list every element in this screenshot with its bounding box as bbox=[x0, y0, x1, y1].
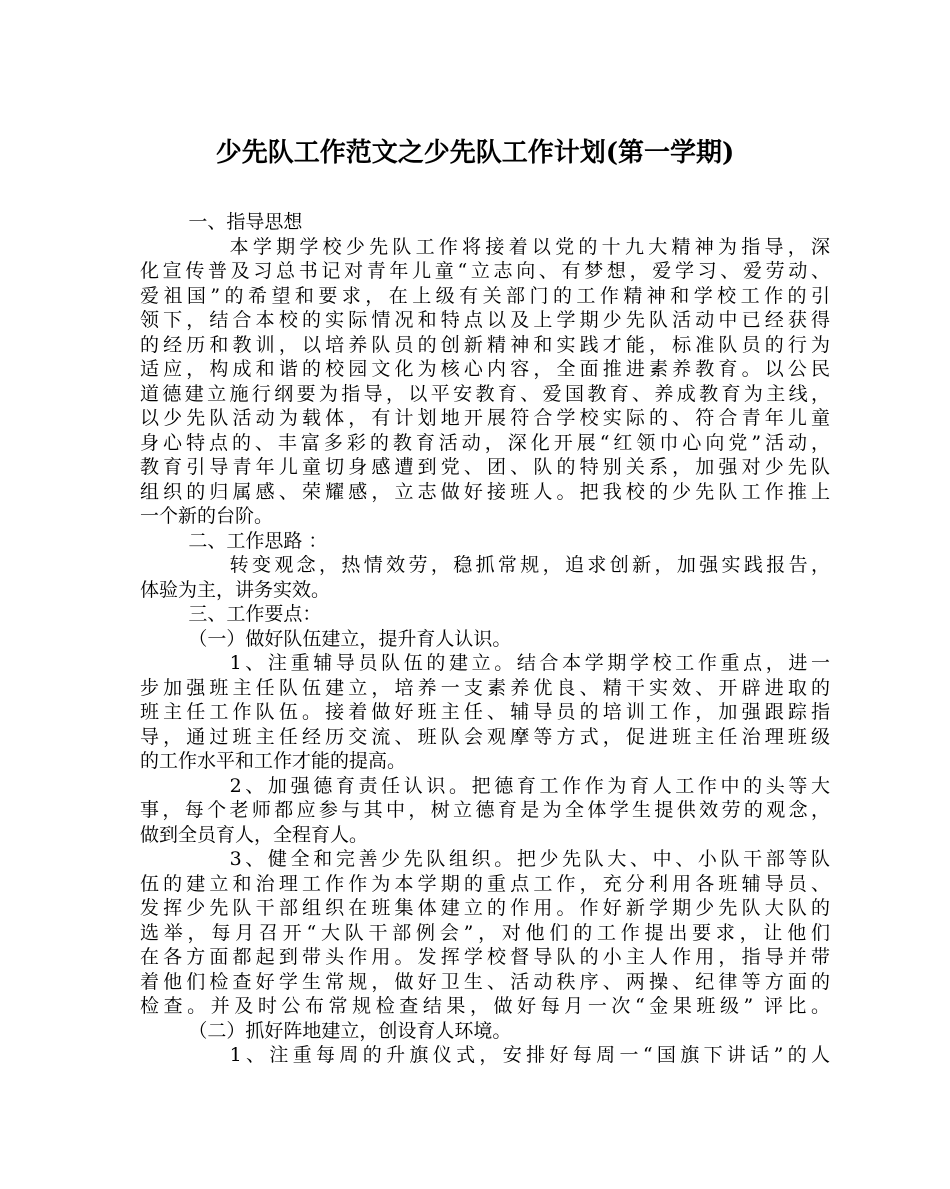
document-title: 少先队工作范文之少先队工作计划(第一学期) bbox=[215, 138, 735, 168]
body-line: 一个新的台阶。 bbox=[140, 505, 274, 527]
body-line: 体验为主，讲务实效。 bbox=[140, 578, 331, 601]
body-line: 爱祖国”的希望和要求，在上级有关部门的工作精神和学校工作的引 bbox=[140, 284, 830, 307]
body-line: 以少先队活动为载体，有计划地开展符合学校实际的、符合青年儿童 bbox=[140, 407, 830, 429]
body-line: 二、工作思路 ： bbox=[140, 529, 328, 552]
body-line: 一、指导思想 bbox=[140, 211, 303, 233]
body-line: 检查。并及时公布常规检查结果，做好每月一次“金果班级” 评比。 bbox=[140, 995, 830, 1017]
body-line: 选举，每月召开“大队干部例会”，对他们的工作提出要求，让他们 bbox=[140, 921, 830, 944]
body-line: 事，每个老师都应参与其中，树立德育是为全体学生提供效劳的观念， bbox=[140, 799, 830, 821]
body-line: 三、工作要点： bbox=[140, 603, 322, 625]
body-line: 身心特点的、丰富多彩的教育活动，深化开展“红领巾心向党”活动， bbox=[140, 431, 830, 454]
body-line: 领下，结合本校的实际情况和特点以及上学期少先队活动中已经获得 bbox=[140, 309, 830, 331]
body-line: 本学期学校少先队工作将接着以党的十九大精神为指导，深 bbox=[229, 235, 830, 258]
body-line: 着他们检查好学生常规，做好卫生、活动秩序、两操、纪律等方面的 bbox=[140, 970, 830, 993]
body-line: 转变观念，热情效劳，稳抓常规，追求创新，加强实践报告， bbox=[229, 554, 830, 576]
body-line: 发挥少先队干部组织在班集体建立的作用。作好新学期少先队大队的 bbox=[140, 897, 830, 919]
body-line: 道德建立施行纲要为指导，以平安教育、爱国教育、养成教育为主线， bbox=[140, 382, 830, 405]
body-line: （一）做好队伍建立，提升育人认识。 bbox=[140, 627, 512, 650]
body-line: 的工作水平和工作才能的提高。 bbox=[140, 750, 407, 772]
body-line: 3、健全和完善少先队组织。把少先队大、中、小队干部等队 bbox=[229, 848, 830, 870]
body-line: 伍的建立和治理工作作为本学期的重点工作，充分利用各班辅导员、 bbox=[140, 872, 830, 895]
body-line: 教育引导青年儿童切身感遭到党、团、队的特别关系，加强对少先队 bbox=[140, 456, 830, 478]
body-line: 1、注重每周的升旗仪式，安排好每周一“国旗下讲话”的人 bbox=[229, 1044, 830, 1066]
body-line: 步加强班主任队伍建立，培养一支素养优良、精干实效、开辟进取的 bbox=[140, 676, 830, 699]
body-line: 在各方面都起到带头作用。发挥学校督导队的小主人作用，指导并带 bbox=[140, 946, 830, 968]
body-line: （二）抓好阵地建立，创设育人环境。 bbox=[140, 1019, 512, 1042]
body-line: 2、加强德育责任认识。把德育工作作为育人工作中的头等大 bbox=[229, 774, 830, 797]
body-line: 导，通过班主任经历交流、班队会观摩等方式，促进班主任治理班级 bbox=[140, 725, 830, 748]
body-line: 组织的归属感、荣耀感，立志做好接班人。把我校的少先队工作推上 bbox=[140, 480, 830, 503]
body-line: 化宣传普及习总书记对青年儿童“立志向、有梦想，爱学习、爱劳动、 bbox=[140, 260, 830, 282]
body-line: 1、注重辅导员队伍的建立。结合本学期学校工作重点，进一 bbox=[229, 652, 830, 674]
body-line: 的经历和教训，以培养队员的创新精神和实践才能，标准队员的行为 bbox=[140, 333, 830, 356]
body-line: 班主任工作队伍。接着做好班主任、辅导员的培训工作，加强跟踪指 bbox=[140, 701, 830, 723]
body-line: 做到全员育人，全程育人。 bbox=[140, 823, 369, 846]
document-body bbox=[140, 210, 830, 1068]
body-line: 适应，构成和谐的校园文化为核心内容，全面推进素养教育。以公民 bbox=[140, 358, 830, 380]
